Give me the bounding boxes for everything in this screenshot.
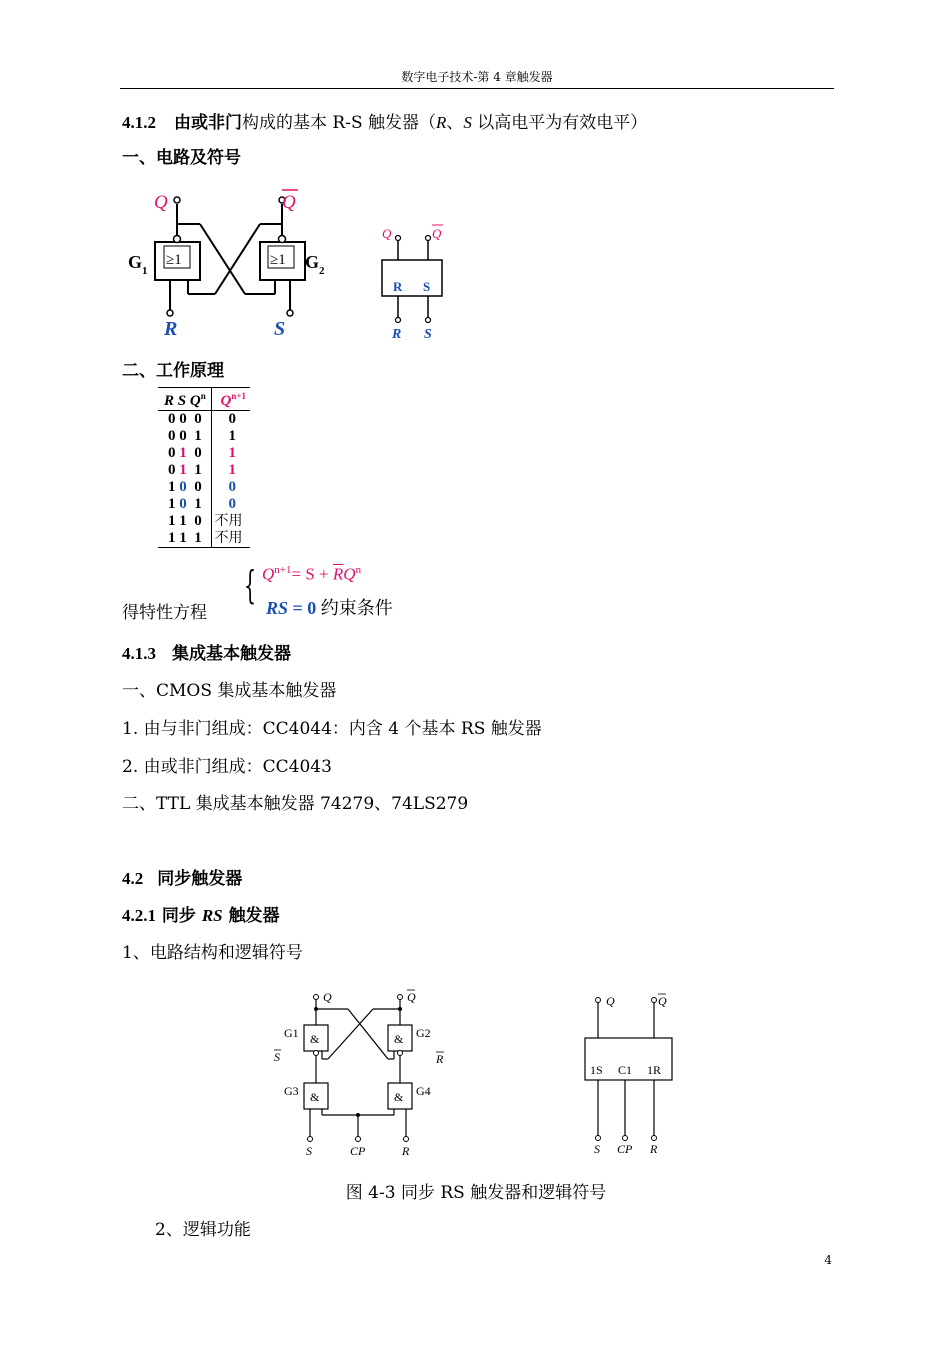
cell: 1	[168, 479, 176, 495]
table-row	[158, 462, 250, 479]
cell: 1	[179, 530, 187, 546]
table-row	[158, 530, 250, 547]
cell: 1	[179, 445, 187, 461]
header-s: S	[177, 393, 187, 409]
section-bold-text: 由或非门	[174, 113, 242, 133]
symbol-q: Q	[606, 994, 615, 1008]
symbol-qbar: Q	[658, 994, 667, 1008]
cell: 1	[194, 462, 202, 478]
subheading-principle: 二、工作原理	[122, 361, 224, 381]
s-input-label: S	[306, 1144, 312, 1158]
cell: 1	[228, 445, 236, 461]
cell: 1	[194, 428, 202, 444]
section-number: 4.1.2	[122, 113, 156, 132]
section-title: 同步	[161, 906, 196, 926]
g1-subscript: 1	[142, 265, 148, 277]
r-input-label: R	[164, 318, 178, 340]
cell: 0	[194, 513, 202, 529]
cell: 0	[168, 462, 176, 478]
equation-line-1	[262, 564, 361, 585]
cell: 0	[228, 496, 236, 512]
cell: 0	[168, 428, 176, 444]
cell: 0	[228, 411, 236, 427]
g2-label: G2	[416, 1026, 431, 1040]
q-label: Q	[323, 990, 332, 1004]
table-row	[158, 428, 250, 445]
symbol-1s: 1S	[590, 1063, 603, 1077]
table-row	[158, 411, 250, 429]
table-row	[158, 496, 250, 513]
qbar-output-label: Q	[282, 192, 296, 213]
figure-caption: 图 4-3 同步 RS 触发器和逻辑符号	[345, 1183, 607, 1203]
section-4-1-3-heading	[122, 639, 291, 664]
g1-label: G1	[284, 1026, 299, 1040]
equation-line-2	[266, 594, 393, 620]
g2-and: &	[394, 1032, 404, 1046]
g1-label: G	[128, 252, 143, 272]
eq-q-sup: n+1	[274, 564, 292, 576]
symbol-1r: 1R	[647, 1063, 662, 1077]
cell: 不用	[214, 513, 243, 529]
truth-table	[158, 387, 250, 548]
g1-gate-label: ≥1	[166, 252, 182, 268]
eq-q2: Q	[343, 564, 356, 584]
section-title: 同步触发器	[157, 869, 243, 889]
symbol-c1: C1	[618, 1063, 633, 1077]
symbol-s-input: S	[594, 1142, 600, 1155]
clocked-rs-symbol	[580, 990, 680, 1155]
symbol-q-label: Q	[382, 226, 392, 241]
subheading-logic-function: 2、逻辑功能	[155, 1220, 251, 1240]
list-item: 一、CMOS 集成基本触发器	[122, 681, 337, 701]
eq-zero: = 0	[288, 598, 317, 618]
eq-rbar: $\overline{R}$	[332, 564, 344, 584]
cell: 0	[194, 479, 202, 495]
rs-symbol: RS	[201, 906, 223, 925]
clocked-rs-circuit	[268, 985, 468, 1160]
section-number: 4.2.1	[122, 906, 156, 925]
list-item: 2. 由或非门组成：CC4043	[122, 757, 332, 777]
eq-rs: RS	[266, 598, 289, 618]
subheading-structure: 1、电路结构和逻辑符号	[122, 943, 303, 963]
symbol-r-inner: R	[393, 279, 403, 294]
qbar-label: Q	[407, 990, 416, 1004]
cell: 0	[179, 496, 187, 512]
sbar-label: S	[274, 1050, 280, 1064]
section-4-1-2-heading	[122, 108, 647, 133]
symbol-r-input: R	[392, 327, 402, 342]
cell: 0	[179, 411, 187, 427]
header-rule	[120, 88, 834, 89]
g2-subscript: 2	[319, 265, 325, 277]
symbol-qbar-label: Q	[432, 226, 442, 241]
eq-constraint: 约束条件	[320, 598, 393, 618]
cell: 1	[194, 530, 202, 546]
cell: 0	[194, 411, 202, 427]
cell: 1	[194, 496, 202, 512]
s-input-label: S	[274, 318, 286, 340]
g1-and: &	[310, 1032, 320, 1046]
eq-equals: = S +	[291, 564, 333, 584]
cp-input-label: CP	[350, 1144, 366, 1158]
cell: 不用	[214, 530, 243, 546]
equation-label: 得特性方程	[122, 603, 207, 623]
cell: 0	[194, 445, 202, 461]
brace: {	[244, 563, 257, 607]
subheading-circuit: 一、电路及符号	[122, 148, 241, 168]
separator: 、	[446, 113, 464, 133]
g4-label: G4	[416, 1084, 431, 1098]
section-4-2-1-heading	[122, 901, 280, 926]
cell: 0	[179, 479, 187, 495]
section-number: 4.1.3	[122, 644, 156, 663]
table-row	[158, 445, 250, 462]
cell: 1	[228, 428, 236, 444]
cell: 0	[228, 479, 236, 495]
section-tail: 以高电平为有效电平）	[471, 113, 648, 133]
g2-gate-label: ≥1	[270, 252, 286, 268]
table-row	[158, 513, 250, 530]
header-q-sup: n	[200, 391, 206, 401]
s-symbol: S	[463, 113, 472, 132]
section-4-2-heading	[122, 864, 242, 889]
eq-q: Q	[262, 564, 275, 584]
cell: 1	[179, 513, 187, 529]
symbol-r-input: R	[650, 1142, 658, 1155]
truth-header-row	[158, 388, 250, 411]
section-text: 构成的基本 R-S 触发器（	[242, 113, 436, 133]
section-number: 4.2	[122, 869, 144, 888]
header-qn1: Q	[220, 393, 232, 409]
list-item: 二、TTL 集成基本触发器 74279、74LS279	[122, 794, 469, 814]
table-row	[158, 479, 250, 496]
cell: 0	[168, 411, 176, 427]
cell: 1	[168, 513, 176, 529]
section-title: 集成基本触发器	[172, 644, 291, 664]
g2-label: G	[305, 252, 320, 272]
nor-latch-circuit	[120, 182, 335, 342]
rbar-label: R	[436, 1052, 444, 1066]
g3-label: G3	[284, 1084, 299, 1098]
cell: 0	[179, 428, 187, 444]
cell: 1	[179, 462, 187, 478]
list-item: 1. 由与非门组成：CC4044：内含 4 个基本 RS 触发器	[122, 719, 542, 739]
header-q: Q	[189, 393, 201, 409]
cell: 1	[228, 462, 236, 478]
cell: 0	[168, 445, 176, 461]
page-header: 数字电子技术-第 4 章触发器	[401, 70, 553, 84]
eq-q2-sup: n	[355, 564, 362, 576]
r-symbol: R	[436, 113, 447, 132]
header-qn1-sup: n+1	[231, 391, 246, 401]
symbol-cp-input: CP	[617, 1142, 633, 1155]
cell: 1	[168, 530, 176, 546]
page-number: 4	[824, 1253, 832, 1267]
g3-and: &	[310, 1090, 320, 1104]
cell: 1	[168, 496, 176, 512]
symbol-s-input: S	[424, 327, 432, 342]
section-title-tail: 触发器	[228, 906, 280, 926]
g4-and: &	[394, 1090, 404, 1104]
rs-latch-symbol	[370, 218, 460, 343]
r-input-label: R	[402, 1144, 410, 1158]
q-output-label: Q	[154, 192, 168, 213]
symbol-s-inner: S	[423, 279, 431, 294]
header-r: R	[164, 393, 175, 409]
